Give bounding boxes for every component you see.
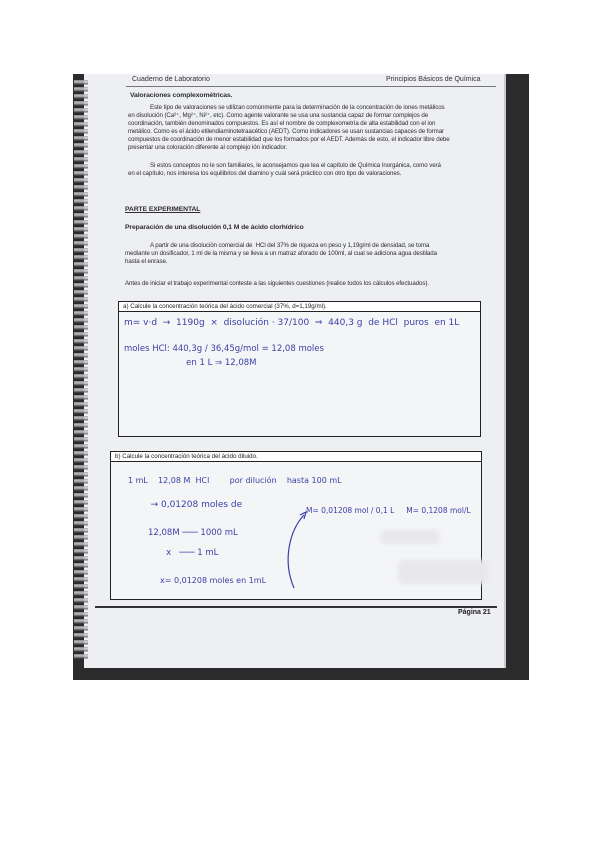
- header-right: Principios Básicos de Química: [386, 76, 481, 83]
- experimental-subheading: Preparación de una disolución 0,1 M de ácido clorhídrico: [125, 224, 304, 231]
- intro-p2-line: Si estos conceptos no le son familiares, le aconsejamos que lea el capítulo de Química Inorgánica, como verá: [150, 162, 441, 169]
- answer-a-line: en 1 L ⇒ 12,08M: [124, 358, 257, 368]
- answer-b-line: 12,08M ─── 1000 mL: [148, 528, 238, 538]
- experimental-p1-line: A partir de una disolución comercial de HCl del 37% de riqueza en peso y 1,19g/ml de densidad, se toma: [150, 242, 430, 249]
- correction-fluid: [380, 530, 440, 544]
- question-b-label: b) Calcule la concentración teórica del ácido diluido.: [111, 452, 481, 462]
- answer-a-line: moles HCl: 440,3g / 36,45g/mol = 12,08 moles: [124, 344, 324, 354]
- experimental-instructions: Antes de iniciar el trabajo experimental conteste a las siguientes cuestiones (realice todos los cálculos efectuados).: [125, 280, 429, 287]
- header-left: Cuaderno de Laboratorio: [132, 76, 210, 83]
- answer-b-line: 1 mL 12,08 M HCl por dilución hasta 100 mL: [128, 476, 342, 485]
- experimental-p1-line: mediante un dosificador, 1 ml de la misma y se lleva a un matraz aforado de 100ml, al cual se adiciona agua destilada: [125, 250, 437, 257]
- intro-p1-line: Este tipo de valoraciones se utilizan comúnmente para la determinación de la concentración de iones metálicos: [150, 104, 445, 111]
- answer-a-line: m= v·d → 1190g × disolución · 37/100 ⇒ 440,3 g de HCl puros en 1L: [124, 318, 460, 328]
- answer-b-line: → 0,01208 moles de: [142, 500, 243, 510]
- intro-p1-line: compuestos de coordinación de menor estabilidad que los formados por el AEDT. Además de esto, el indicador libre debe: [128, 136, 450, 143]
- intro-p1-line: metálico. Como es el ácido etilendiaminotetraacético (AEDT). Como indicadores se usan sustancias capaces de formar: [128, 128, 445, 135]
- question-a-label: a) Calcule la concentración teórica del ácido comercial (37%, d=1,19g/ml).: [119, 302, 480, 312]
- experimental-heading: PARTE EXPERIMENTAL: [125, 206, 201, 213]
- answer-b-line: M= 0,01208 mol / 0,1 L M= 0,1208 mol/L: [306, 506, 471, 515]
- intro-p1-line: en disolución (Ca²⁺, Mg²⁺, Ni²⁺, etc). Como agente valorante se usa una sustancia capaz de formar complejos de: [128, 112, 429, 119]
- answer-b-line: x= 0,01208 moles en 1mL: [160, 576, 267, 585]
- intro-p1-line: presentar una coloración diferente al complejo ión indicador.: [128, 144, 288, 151]
- answer-b-line: x ─── 1 mL: [158, 548, 219, 558]
- footer-divider: [95, 606, 497, 608]
- intro-p1-line: coordinación, también denominados compuestos. Es así el nombre de complexometría de alta estabilidad con el ion: [128, 120, 436, 127]
- intro-p2-line: en el capítulo, nos interesa los equilibrios del diamino y cuál será práctico con otro tipo de valoraciones.: [128, 170, 402, 177]
- page-number: Página 21: [458, 609, 491, 616]
- correction-fluid: [398, 560, 488, 584]
- experimental-p1-line: hasta el enrase.: [125, 258, 168, 265]
- intro-heading: Valoraciones complexométricas.: [130, 92, 233, 99]
